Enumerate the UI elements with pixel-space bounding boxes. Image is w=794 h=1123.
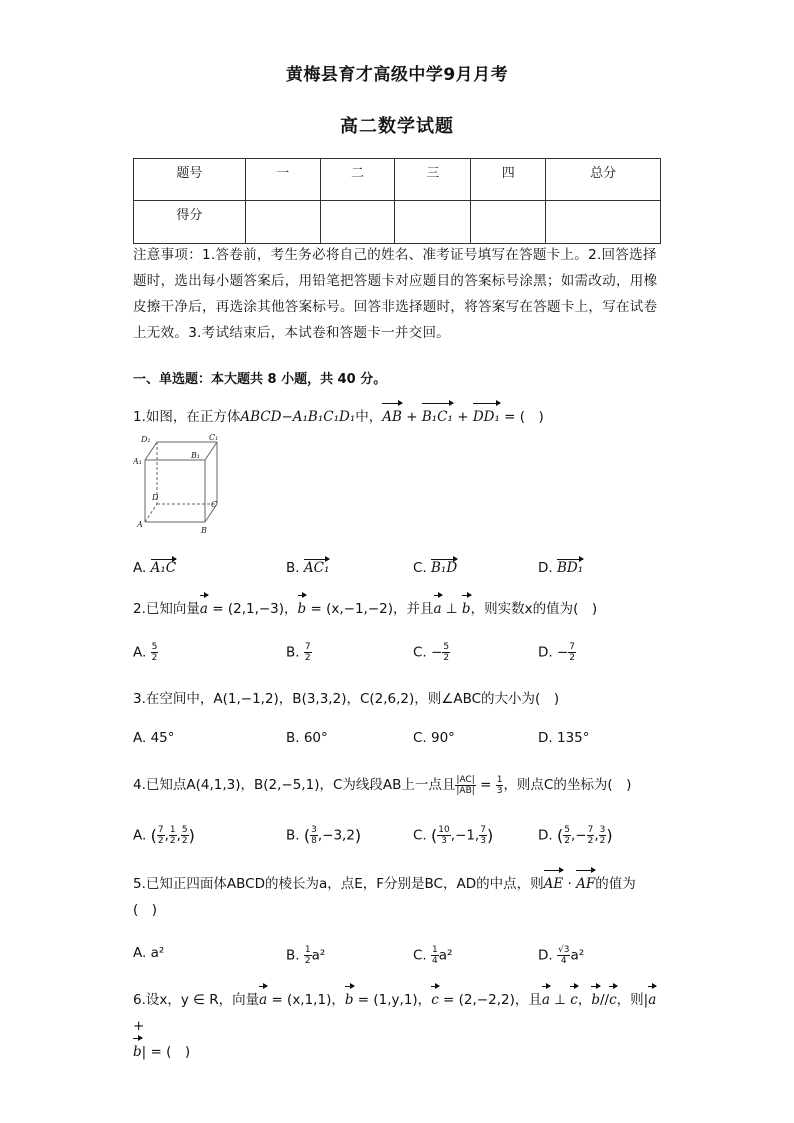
separator: ,: [594, 827, 599, 844]
q6-parallel: //: [599, 992, 610, 1008]
label-d: D: [152, 493, 159, 502]
q3-option-d[interactable]: D. 135°: [538, 730, 590, 746]
q2-a-value: = (2,1,−3)，: [207, 601, 298, 617]
option-tail: a²: [570, 947, 585, 964]
fraction-numerator: 1: [169, 825, 176, 835]
fraction-numerator: 5: [564, 825, 570, 835]
q1-option-c-letter: C.: [413, 560, 427, 576]
cube-figure: [133, 432, 223, 538]
q1-option-b-vector: AC₁: [303, 560, 330, 576]
q6-vector-a: a: [259, 987, 267, 1013]
fraction-numerator: 10: [438, 825, 450, 835]
score-blank-cell: [546, 201, 661, 244]
q1-option-c[interactable]: [413, 560, 457, 576]
q2-option-a[interactable]: [133, 642, 158, 663]
q4-equals: =: [475, 777, 496, 793]
q6-vector-b: b: [345, 987, 354, 1013]
paren-right: ): [606, 826, 613, 845]
q4-suffix: ，则点C的坐标为( ): [503, 777, 632, 793]
q2-option-c-letter: C. −: [413, 644, 443, 661]
q5-option-d-letter: D.: [538, 947, 553, 964]
q5-suffix: 的值为: [595, 876, 636, 892]
fraction-denominator: 3: [480, 836, 486, 846]
fraction-denominator: 2: [181, 836, 188, 846]
q1-vector-3: DD₁: [473, 404, 500, 430]
fraction-numerator: 3: [599, 825, 606, 835]
paren-right: ): [486, 826, 494, 845]
q6-a-value: = (x,1,1)，: [267, 992, 345, 1008]
q5-vector-af: AF: [576, 871, 595, 897]
q1-suffix: = ( ): [499, 409, 544, 425]
fraction-denominator: 2: [151, 653, 158, 663]
q2-option-d-letter: D. −: [538, 644, 569, 661]
q2-option-b[interactable]: [286, 642, 312, 663]
q5-option-b-letter: B.: [286, 947, 300, 964]
fraction-numerator: √3: [557, 945, 570, 955]
q6-vector-c: c: [431, 987, 439, 1013]
fraction-numerator: 5: [443, 642, 450, 652]
q3-option-a[interactable]: A. 45°: [133, 730, 175, 746]
q3-option-b[interactable]: B. 60°: [286, 730, 328, 746]
q4-option-d[interactable]: [538, 825, 613, 846]
cube-hidden-edge: [145, 504, 157, 522]
exam-notice: 注意事项：1.答卷前，考生务必将自己的姓名、准考证号填写在答题卡上。2.回答选择题时，选出每小题答案后，用铅笔把答题卡对应题目的答案标号涂黑；如需改动，用橡皮擦干净后，再选涂其他答案标号。回答非选择题时，将答案写在答题卡上，写在试卷上无效。3.考试结束后，本试卷和答题卡一并交回。: [133, 247, 658, 341]
q5-line2: ( ): [133, 902, 158, 918]
cube-edge: [205, 442, 217, 460]
q1-solid: ABCD−A₁B₁C₁D₁: [240, 409, 356, 425]
q5-option-c-letter: C.: [413, 947, 427, 964]
q6-then: ，则|: [616, 992, 649, 1008]
label-d1: D₁: [141, 435, 151, 444]
q4-ratio-numerator: |AC|: [456, 774, 475, 785]
q6-vector-b-2: b: [591, 987, 600, 1013]
fraction-denominator: 2: [599, 836, 606, 846]
q4-option-d-letter: D.: [538, 827, 553, 844]
question-4: [133, 772, 663, 798]
q4-option-a[interactable]: [133, 825, 195, 846]
separator: ,: [164, 827, 169, 844]
section-title: 一、单选题：本大题共 8 小题，共 40 分。: [133, 372, 387, 387]
fraction: [151, 642, 159, 663]
q4-value-denominator: 3: [496, 785, 503, 796]
question-3: 3.在空间中，A(1,−1,2)，B(3,3,2)，C(2,6,2)，则∠ABC的大小为( ): [133, 691, 560, 707]
q5-dot: ·: [563, 876, 577, 892]
q5-options: [133, 945, 663, 975]
exam-subtitle: 高二数学试题: [340, 116, 454, 137]
q2-vector-b: b: [298, 596, 307, 622]
q1-option-a-letter: A.: [133, 560, 147, 576]
q1-option-a[interactable]: [133, 560, 176, 576]
fraction: [310, 825, 318, 846]
q5-option-a[interactable]: A. a²: [133, 945, 165, 961]
q6-perp: ⊥: [549, 992, 571, 1008]
exam-title: 黄梅县育才高级中学9月月考: [285, 65, 509, 85]
fraction: [568, 642, 576, 663]
separator: ,: [176, 827, 181, 844]
q1-plus-2: +: [452, 409, 473, 425]
q5-prefix: 5.已知正四面体ABCD的棱长为a，点E，F分别是BC，AD的中点，则: [133, 876, 544, 892]
fraction: [181, 825, 189, 846]
q1-mid: 中，: [355, 409, 383, 425]
q2-suffix: ，则实数x的值为( ): [470, 601, 598, 617]
q2-option-d[interactable]: [538, 642, 576, 663]
paren-left: (: [556, 826, 564, 845]
q4-option-c-letter: C.: [413, 827, 427, 844]
q2-prefix: 2.已知向量: [133, 601, 200, 617]
q1-option-a-vector: A₁C: [150, 560, 177, 576]
label-a: A: [137, 520, 143, 529]
q1-option-b[interactable]: [286, 560, 329, 576]
q6-prefix: 6.设x，y ∈ R，向量: [133, 992, 260, 1008]
label-a1: A₁: [133, 457, 142, 466]
fraction: [557, 945, 570, 966]
q1-prefix: 1.如图，在正方体: [133, 409, 241, 425]
q2-option-c[interactable]: [413, 642, 450, 663]
q6-vector-c-3: c: [609, 987, 617, 1013]
q4-options: [133, 825, 663, 855]
q6-b-value: = (1,y,1)，: [353, 992, 432, 1008]
q2-option-a-letter: A.: [133, 644, 147, 661]
score-cell: 一: [245, 159, 320, 201]
fraction-denominator: 2: [569, 653, 576, 663]
q1-vector-1: AB: [382, 404, 402, 430]
q6-vector-c-2: c: [570, 987, 578, 1013]
q6-vector-a-2: a: [542, 987, 550, 1013]
fraction: [304, 642, 312, 663]
fraction: [169, 825, 177, 846]
separator: ,−: [570, 827, 587, 844]
q2-b-value: = (x,−1,−2)，并且: [306, 601, 434, 617]
q4-value-numerator: 1: [496, 774, 503, 785]
fraction: [304, 945, 312, 966]
q2-options: [133, 642, 663, 672]
score-cell: 四: [471, 159, 546, 201]
fraction-denominator: 2: [587, 836, 594, 846]
score-table-header-row: [134, 159, 661, 201]
score-blank-cell: [320, 201, 395, 244]
q6-vector-a-3: a: [648, 987, 656, 1013]
fraction-denominator: 2: [564, 836, 570, 846]
fraction-denominator: 8: [311, 836, 317, 846]
score-table-score-row: [134, 201, 661, 244]
fraction: [479, 825, 487, 846]
fraction-denominator: 2: [304, 956, 311, 966]
q3-options: [133, 730, 663, 760]
score-cell: 三: [395, 159, 471, 201]
fraction-numerator: 7: [569, 642, 576, 652]
fraction-numerator: 1: [304, 945, 311, 955]
label-b: B: [201, 526, 207, 535]
fraction-denominator: 4: [560, 956, 567, 966]
score-blank-cell: [471, 201, 546, 244]
score-row-label: 得分: [134, 201, 246, 244]
fraction-denominator: 3: [441, 836, 447, 846]
score-blank-cell: [395, 201, 471, 244]
q5-vector-ae: AE: [544, 871, 564, 897]
label-c1: C₁: [209, 433, 219, 442]
paren-right: ): [354, 826, 362, 845]
score-cell: 二: [320, 159, 395, 201]
q6-c-value: = (2,−2,2)，且: [438, 992, 542, 1008]
label-c: C: [211, 500, 218, 509]
fraction-numerator: 5: [181, 825, 188, 835]
q2-option-b-letter: B.: [286, 644, 300, 661]
q4-ratio-denominator: |AB|: [456, 785, 475, 796]
q1-option-d-vector: BD₁: [556, 560, 584, 576]
cube-edge: [145, 442, 157, 460]
q4-option-b-letter: B.: [286, 827, 300, 844]
fraction-numerator: 7: [480, 825, 486, 835]
separator: ,−1,: [450, 827, 480, 844]
q4-option-a-letter: A.: [133, 827, 147, 844]
paren-left: (: [431, 826, 438, 845]
fraction-denominator: 2: [157, 836, 164, 846]
option-tail: a²: [311, 947, 326, 964]
q4-option-c[interactable]: [413, 825, 493, 846]
question-5: [133, 871, 663, 923]
q1-plus-1: +: [401, 409, 422, 425]
q5-option-c[interactable]: [413, 945, 452, 966]
fraction-numerator: 7: [157, 825, 164, 835]
fraction: [437, 825, 450, 846]
score-cell: 题号: [134, 159, 246, 201]
q2-perp: ⊥: [441, 601, 462, 617]
fraction-numerator: 7: [587, 825, 594, 835]
q6-plus: +: [133, 1018, 145, 1034]
fraction: [563, 825, 571, 846]
q1-option-d[interactable]: [538, 560, 583, 576]
paren-left: (: [303, 826, 311, 845]
score-blank-cell: [245, 201, 320, 244]
q1-options: [133, 560, 663, 590]
q6-vector-b-3: b: [133, 1039, 142, 1065]
q5-option-d[interactable]: [538, 945, 584, 966]
q6-sep: ，: [577, 992, 592, 1008]
question-2: [133, 596, 663, 622]
q2-vector-a-2: a: [434, 596, 442, 622]
option-tail: a²: [438, 947, 453, 964]
q4-prefix: 4.已知点A(4,1,3)，B(2,−5,1)，C为线段AB上一点且: [133, 777, 456, 793]
fraction-numerator: 3: [311, 825, 317, 835]
fraction-numerator: 7: [304, 642, 311, 652]
question-1: [133, 404, 663, 430]
fraction-denominator: 2: [169, 836, 176, 846]
fraction: [442, 642, 450, 663]
q1-option-c-vector: B₁D: [431, 560, 458, 576]
label-b1: B₁: [191, 451, 201, 460]
q1-option-b-letter: B.: [286, 560, 300, 576]
fraction-numerator: 5: [151, 642, 158, 652]
q1-option-d-letter: D.: [538, 560, 553, 576]
q4-option-b[interactable]: [286, 825, 361, 846]
question-6: [133, 987, 663, 1065]
fraction: [431, 945, 439, 966]
score-cell: 总分: [546, 159, 661, 201]
fraction: [157, 825, 165, 846]
fraction-denominator: 4: [432, 956, 438, 966]
fraction-denominator: 2: [304, 653, 311, 663]
q5-option-b[interactable]: [286, 945, 325, 966]
q4-ratio: [455, 775, 475, 796]
paren-left: (: [150, 826, 157, 845]
q2-vector-b-2: b: [462, 596, 471, 622]
paren-right: ): [188, 826, 195, 845]
fraction-denominator: 2: [443, 653, 450, 663]
fraction-numerator: 1: [432, 945, 438, 955]
q2-vector-a: a: [200, 596, 208, 622]
q3-option-c[interactable]: C. 90°: [413, 730, 455, 746]
q1-vector-2: B₁C₁: [422, 404, 453, 430]
separator: ,−3,2: [317, 827, 355, 844]
score-table: [133, 158, 661, 244]
q6-suffix: | = ( ): [141, 1044, 191, 1060]
